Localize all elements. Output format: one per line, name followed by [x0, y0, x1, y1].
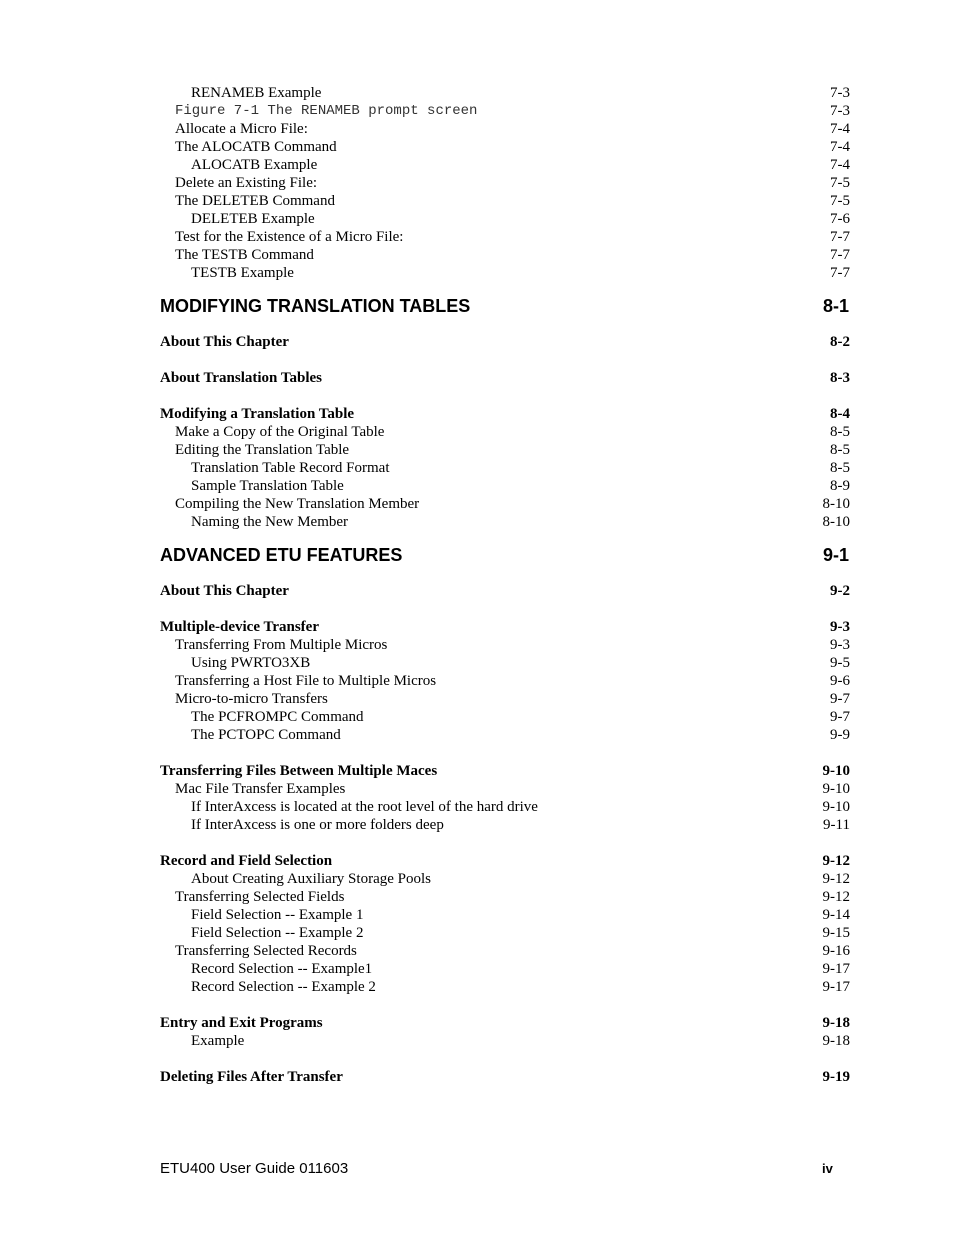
toc-entry: Delete an Existing File: 7-5	[175, 175, 850, 191]
toc-entry: Transferring From Multiple Micros 9-3	[175, 637, 850, 653]
toc-section-heading: About This Chapter 8-2	[160, 334, 850, 350]
toc-entry: Field Selection -- Example 1 9-14	[191, 907, 850, 923]
footer-title: ETU400 User Guide 011603	[160, 1160, 349, 1177]
spacer	[0, 996, 954, 1014]
toc-entry: About Creating Auxiliary Storage Pools 9-12	[191, 871, 850, 887]
toc-entry: DELETEB Example 7-6	[191, 211, 850, 227]
toc-entry: The TESTB Command 7-7	[175, 247, 850, 263]
toc-entry: The ALOCATB Command 7-4	[175, 139, 850, 155]
toc-entry: Translation Table Record Format 8-5	[191, 460, 850, 476]
toc-entry: Allocate a Micro File: 7-4	[175, 121, 850, 137]
spacer	[0, 387, 954, 405]
toc-entry: If InterAxcess is located at the root level of the hard drive 9-10	[191, 799, 850, 815]
toc-section-heading: Multiple-device Transfer 9-3	[160, 619, 850, 635]
spacer	[0, 1050, 954, 1068]
toc-section-heading: Deleting Files After Transfer 9-19	[160, 1069, 850, 1085]
toc-entry: Naming the New Member 8-10	[191, 514, 850, 530]
toc-entry: Transferring Selected Records 9-16	[175, 943, 850, 959]
toc-section-heading: About Translation Tables 8-3	[160, 370, 850, 386]
toc-section-heading: Record and Field Selection 9-12	[160, 853, 850, 869]
toc-entry: Record Selection -- Example 2 9-17	[191, 979, 850, 995]
toc-entry: Transferring a Host File to Multiple Micros 9-6	[175, 673, 850, 689]
toc-entry: The DELETEB Command 7-5	[175, 193, 850, 209]
toc-entry: Compiling the New Translation Member 8-10	[175, 496, 850, 512]
toc-section-heading: Modifying a Translation Table 8-4	[160, 406, 850, 422]
chapter-heading: MODIFYING TRANSLATION TABLES 8-1	[160, 296, 849, 316]
toc-entry: The PCFROMPC Command 9-7	[191, 709, 850, 725]
toc-entry: Record Selection -- Example1 9-17	[191, 961, 850, 977]
toc-entry: Transferring Selected Fields 9-12	[175, 889, 850, 905]
toc-section-heading: Entry and Exit Programs 9-18	[160, 1015, 850, 1031]
toc-entry: Make a Copy of the Original Table 8-5	[175, 424, 850, 440]
toc-entry: Field Selection -- Example 2 9-15	[191, 925, 850, 941]
table-of-contents	[0, 84, 954, 1086]
chapter-heading: ADVANCED ETU FEATURES 9-1	[160, 545, 849, 565]
spacer	[0, 834, 954, 852]
toc-entry: Using PWRTO3XB 9-5	[191, 655, 850, 671]
toc-entry: Micro-to-micro Transfers 9-7	[175, 691, 850, 707]
toc-entry: Mac File Transfer Examples 9-10	[175, 781, 850, 797]
toc-entry: The PCTOPC Command 9-9	[191, 727, 850, 743]
toc-entry: Sample Translation Table 8-9	[191, 478, 850, 494]
toc-figure-entry: Figure 7-1 The RENAMEB prompt screen 7-3	[175, 103, 850, 119]
toc-entry: Test for the Existence of a Micro File: 7-7	[175, 229, 850, 245]
spacer	[0, 351, 954, 369]
toc-entry: Editing the Translation Table 8-5	[175, 442, 850, 458]
toc-section-heading: About This Chapter 9-2	[160, 583, 850, 599]
spacer	[0, 744, 954, 762]
toc-entry: Example 9-18	[191, 1033, 850, 1049]
toc-entry: If InterAxcess is one or more folders deep 9-11	[191, 817, 850, 833]
page-number: iv	[822, 1161, 833, 1176]
page-footer	[0, 1159, 954, 1179]
toc-entry: ALOCATB Example 7-4	[191, 157, 850, 173]
toc-entry: TESTB Example 7-7	[191, 265, 850, 281]
toc-section-heading: Transferring Files Between Multiple Maces 9-10	[160, 763, 850, 779]
spacer	[0, 600, 954, 618]
toc-entry: RENAMEB Example 7-3	[191, 85, 850, 101]
